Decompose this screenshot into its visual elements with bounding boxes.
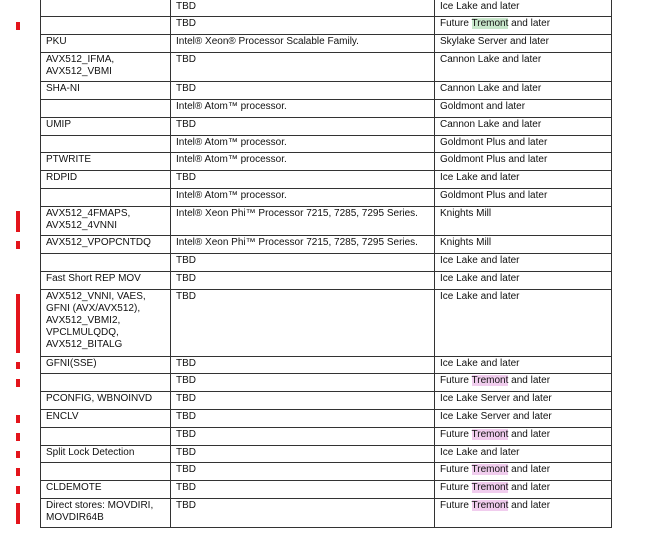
feature-cell: Split Lock Detection — [41, 446, 171, 463]
microarchitecture-cell: Goldmont Plus and later — [435, 153, 612, 171]
processor-cell: Intel® Xeon Phi™ Processor 7215, 7285, 7295 Series. — [171, 236, 435, 254]
feature-cell: CLDEMOTE — [41, 481, 171, 499]
feature-cell — [41, 136, 171, 153]
table-row — [41, 136, 612, 153]
processor-cell: Intel® Atom™ processor. — [171, 189, 435, 207]
microarchitecture-cell: Future Tremont and later — [435, 499, 612, 528]
highlighted-text: Tremont — [471, 482, 509, 493]
processor-cell: TBD — [171, 446, 435, 463]
feature-cell — [41, 374, 171, 392]
microarchitecture-cell: Future Tremont and later — [435, 463, 612, 481]
revision-change-bar — [16, 294, 20, 353]
revision-change-bar — [16, 486, 20, 494]
table-row — [41, 82, 612, 100]
table-body — [41, 0, 612, 528]
table-row — [41, 481, 612, 499]
table-row — [41, 254, 612, 272]
revision-change-bar — [16, 362, 20, 369]
revision-change-bar — [16, 22, 20, 30]
revision-change-bar — [16, 415, 20, 423]
processor-cell: TBD — [171, 499, 435, 528]
feature-cell — [41, 428, 171, 446]
revision-change-bar — [16, 241, 20, 249]
processor-cell: TBD — [171, 118, 435, 136]
table-row — [41, 236, 612, 254]
microarchitecture-cell: Future Tremont and later — [435, 428, 612, 446]
microarchitecture-cell: Cannon Lake and later — [435, 118, 612, 136]
microarchitecture-cell: Cannon Lake and later — [435, 53, 612, 82]
processor-cell: TBD — [171, 392, 435, 410]
table-row — [41, 207, 612, 236]
feature-cell: PKU — [41, 35, 171, 53]
feature-cell: GFNI(SSE) — [41, 357, 171, 374]
table-row — [41, 17, 612, 35]
processor-cell: TBD — [171, 428, 435, 446]
table-row — [41, 272, 612, 290]
feature-cell — [41, 17, 171, 35]
processor-cell: TBD — [171, 0, 435, 17]
revision-change-bar — [16, 468, 20, 476]
feature-cell: AVX512_VNNI, VAES, GFNI (AVX/AVX512), AVX512_VBMI2, VPCLMULQDQ, AVX512_BITALG — [41, 290, 171, 357]
microarchitecture-cell: Skylake Server and later — [435, 35, 612, 53]
microarchitecture-cell: Ice Lake Server and later — [435, 410, 612, 428]
table-row — [41, 392, 612, 410]
feature-cell — [41, 100, 171, 118]
processor-cell: Intel® Atom™ processor. — [171, 100, 435, 118]
revision-change-bar — [16, 451, 20, 458]
microarchitecture-cell: Goldmont and later — [435, 100, 612, 118]
microarchitecture-cell: Ice Lake and later — [435, 446, 612, 463]
feature-cell: AVX512_4FMAPS, AVX512_4VNNI — [41, 207, 171, 236]
processor-cell: TBD — [171, 17, 435, 35]
processor-cell: TBD — [171, 410, 435, 428]
processor-cell: Intel® Xeon® Processor Scalable Family. — [171, 35, 435, 53]
table-row — [41, 171, 612, 189]
feature-cell — [41, 189, 171, 207]
microarchitecture-cell: Ice Lake and later — [435, 357, 612, 374]
table-row — [41, 189, 612, 207]
microarchitecture-cell: Ice Lake and later — [435, 290, 612, 357]
microarchitecture-cell: Future Tremont and later — [435, 481, 612, 499]
feature-cell: AVX512_VPOPCNTDQ — [41, 236, 171, 254]
table-row — [41, 53, 612, 82]
processor-cell: Intel® Atom™ processor. — [171, 153, 435, 171]
microarchitecture-cell: Ice Lake and later — [435, 254, 612, 272]
microarchitecture-cell: Ice Lake and later — [435, 272, 612, 290]
feature-cell: RDPID — [41, 171, 171, 189]
feature-cell: ENCLV — [41, 410, 171, 428]
highlighted-text: Tremont — [471, 375, 509, 386]
processor-cell: Intel® Atom™ processor. — [171, 136, 435, 153]
processor-cell: TBD — [171, 463, 435, 481]
processor-cell: Intel® Xeon Phi™ Processor 7215, 7285, 7295 Series. — [171, 207, 435, 236]
table-row — [41, 118, 612, 136]
microarchitecture-cell: Future Tremont and later — [435, 17, 612, 35]
table-row — [41, 446, 612, 463]
microarchitecture-cell: Ice Lake Server and later — [435, 392, 612, 410]
highlighted-text: Tremont — [471, 464, 509, 475]
table-row — [41, 428, 612, 446]
microarchitecture-cell: Ice Lake and later — [435, 171, 612, 189]
feature-cell — [41, 463, 171, 481]
feature-cell: PCONFIG, WBNOINVD — [41, 392, 171, 410]
table-row — [41, 374, 612, 392]
microarchitecture-cell: Cannon Lake and later — [435, 82, 612, 100]
table-row — [41, 463, 612, 481]
microarchitecture-cell: Knights Mill — [435, 236, 612, 254]
table-row — [41, 153, 612, 171]
highlighted-text: Tremont — [471, 429, 509, 440]
processor-cell: TBD — [171, 82, 435, 100]
processor-cell: TBD — [171, 374, 435, 392]
processor-cell: TBD — [171, 481, 435, 499]
feature-cell: AVX512_IFMA, AVX512_VBMI — [41, 53, 171, 82]
microarchitecture-cell: Goldmont Plus and later — [435, 136, 612, 153]
feature-cell: PTWRITE — [41, 153, 171, 171]
processor-cell: TBD — [171, 254, 435, 272]
feature-availability-table — [40, 0, 612, 528]
feature-cell — [41, 254, 171, 272]
feature-cell: Direct stores: MOVDIRI, MOVDIR64B — [41, 499, 171, 528]
table-row — [41, 410, 612, 428]
microarchitecture-cell: Future Tremont and later — [435, 374, 612, 392]
revision-change-bar — [16, 211, 20, 232]
microarchitecture-cell: Goldmont Plus and later — [435, 189, 612, 207]
feature-cell: Fast Short REP MOV — [41, 272, 171, 290]
processor-cell: TBD — [171, 357, 435, 374]
processor-cell: TBD — [171, 171, 435, 189]
revision-change-bar — [16, 503, 20, 524]
processor-cell: TBD — [171, 272, 435, 290]
table-row — [41, 357, 612, 374]
table-row — [41, 290, 612, 357]
table-row — [41, 100, 612, 118]
table-row — [41, 0, 612, 17]
table-row — [41, 499, 612, 528]
feature-cell: SHA-NI — [41, 82, 171, 100]
table-row — [41, 35, 612, 53]
processor-cell: TBD — [171, 53, 435, 82]
feature-cell: UMIP — [41, 118, 171, 136]
revision-change-bar — [16, 379, 20, 387]
microarchitecture-cell: Ice Lake and later — [435, 0, 612, 17]
processor-cell: TBD — [171, 290, 435, 357]
feature-cell — [41, 0, 171, 17]
highlighted-text: Tremont — [471, 500, 509, 511]
highlighted-text: Tremont — [471, 18, 509, 29]
revision-change-bar — [16, 433, 20, 441]
microarchitecture-cell: Knights Mill — [435, 207, 612, 236]
